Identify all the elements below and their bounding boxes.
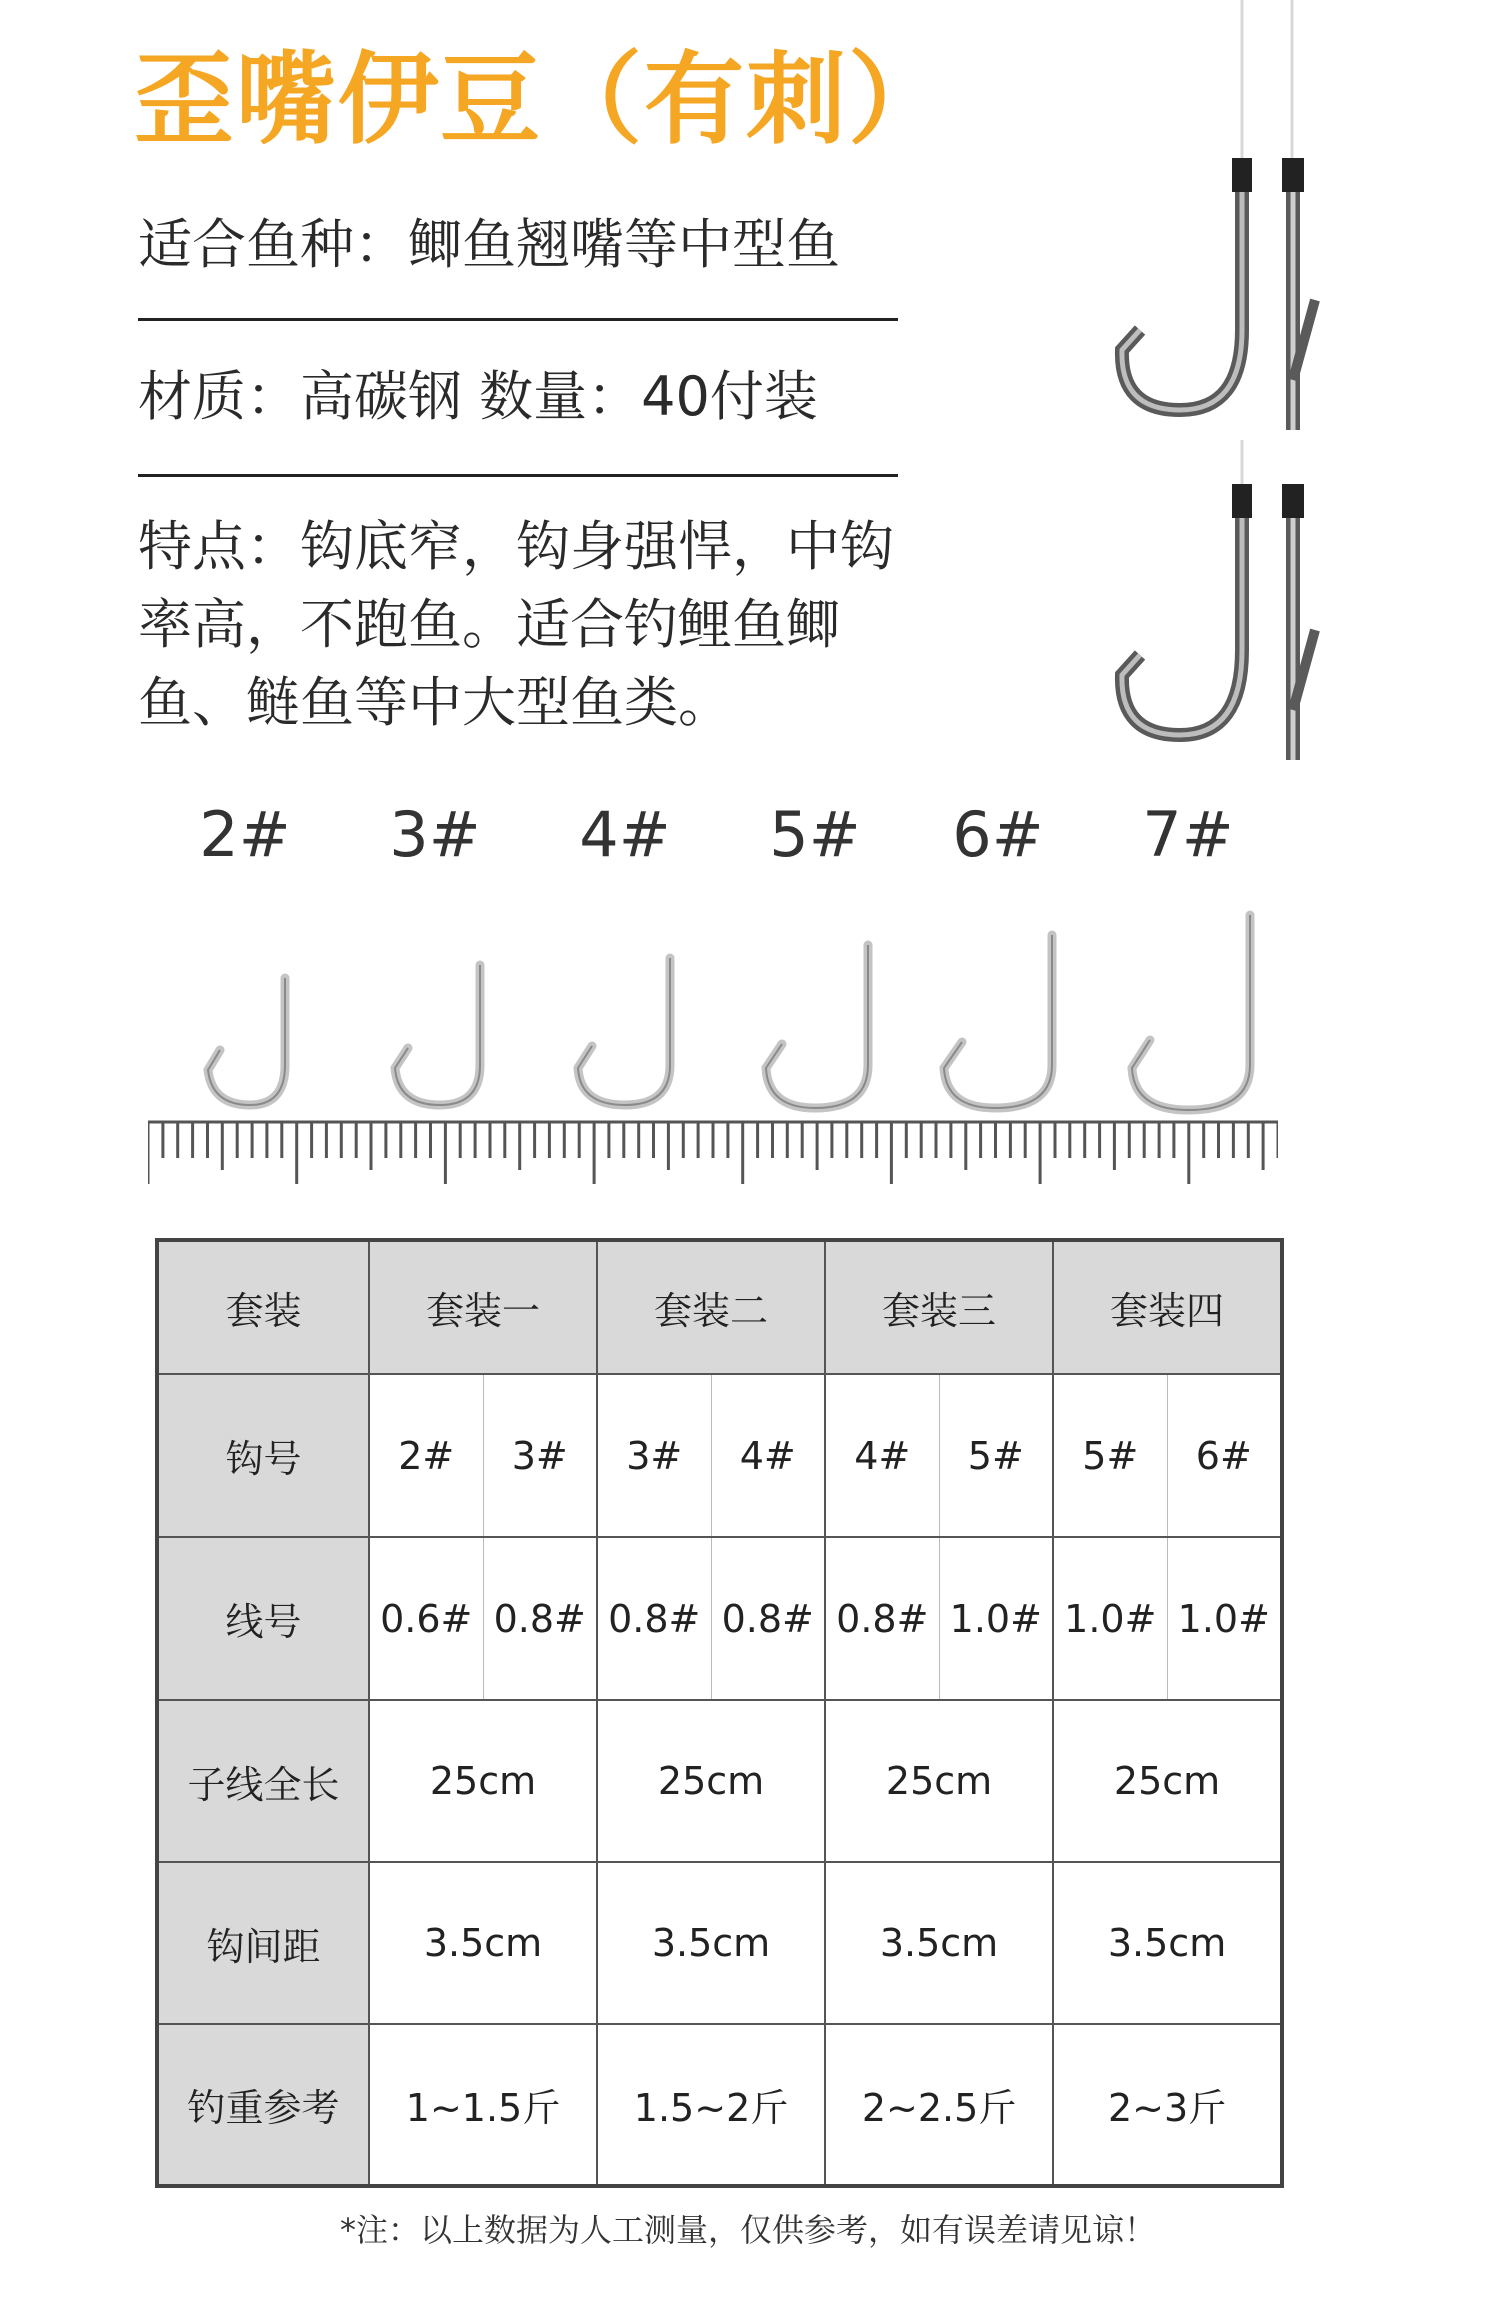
hook-cell: 5# xyxy=(1053,1374,1167,1537)
size-label-4: 4# xyxy=(579,798,671,871)
length-cell: 25cm xyxy=(369,1700,597,1862)
size-label-2: 2# xyxy=(199,798,291,871)
spec-table xyxy=(155,1238,1284,2188)
hook-cell: 3# xyxy=(483,1374,597,1537)
hook-7-shape xyxy=(1132,915,1250,1110)
weight-cell: 1.5~2斤 xyxy=(597,2024,825,2186)
hook-pair-lower xyxy=(1122,440,1315,760)
hook-cell: 3# xyxy=(597,1374,711,1537)
header-cell-set-3: 套装三 xyxy=(825,1240,1053,1374)
ruler xyxy=(148,1118,1278,1188)
row-label-weight: 钓重参考 xyxy=(157,2024,369,2186)
divider-2 xyxy=(138,474,898,477)
product-hooks-illustration xyxy=(1100,0,1340,770)
row-label-length: 子线全长 xyxy=(157,1700,369,1862)
weight-cell: 2~2.5斤 xyxy=(825,2024,1053,2186)
feature-text: 特点：钩底窄，钩身强悍，中钩率高，不跑鱼。适合钓鲤鱼鲫鱼、鲢鱼等中大型鱼类。 xyxy=(138,515,894,734)
line-cell: 0.8# xyxy=(825,1537,939,1700)
line-cell: 0.8# xyxy=(597,1537,711,1700)
size-label-3: 3# xyxy=(389,798,481,871)
row-label-spacing: 钩间距 xyxy=(157,1862,369,2024)
row-label-hook: 钩号 xyxy=(157,1374,369,1537)
table-row-line xyxy=(157,1537,1282,1700)
size-label-5: 5# xyxy=(769,798,861,871)
line-cell: 0.8# xyxy=(711,1537,825,1700)
hook-4-shape xyxy=(578,958,670,1105)
spacing-cell: 3.5cm xyxy=(825,1862,1053,2024)
hook-6-shape xyxy=(944,935,1052,1108)
table-row-weight xyxy=(157,2024,1282,2186)
header-cell-set-2: 套装二 xyxy=(597,1240,825,1374)
weight-cell: 2~3斤 xyxy=(1053,2024,1282,2186)
table-row-spacing xyxy=(157,1862,1282,2024)
header-cell-set-4: 套装四 xyxy=(1053,1240,1282,1374)
line-cell: 1.0# xyxy=(1053,1537,1167,1700)
spacing-cell: 3.5cm xyxy=(369,1862,597,2024)
material-quantity-text: 材质：高碳钢 数量：40付装 xyxy=(138,365,818,428)
hook-5-shape xyxy=(766,945,868,1108)
spacing-cell: 3.5cm xyxy=(1053,1862,1282,2024)
hook-size-illustration xyxy=(150,900,1290,1120)
line-cell: 1.0# xyxy=(939,1537,1053,1700)
length-cell: 25cm xyxy=(597,1700,825,1862)
hook-cell: 4# xyxy=(711,1374,825,1537)
hook-cell: 2# xyxy=(369,1374,483,1537)
divider-1 xyxy=(138,318,898,321)
line-cell: 0.6# xyxy=(369,1537,483,1700)
line-cell: 0.8# xyxy=(483,1537,597,1700)
suitable-fish-text: 适合鱼种：鲫鱼翘嘴等中型鱼 xyxy=(138,213,840,276)
size-label-7: 7# xyxy=(1142,798,1234,871)
table-row-length xyxy=(157,1700,1282,1862)
header-cell-set: 套装 xyxy=(157,1240,369,1374)
hook-3-shape xyxy=(395,965,480,1105)
row-label-line: 线号 xyxy=(157,1537,369,1700)
hook-2-shape xyxy=(208,978,285,1105)
hook-cell: 6# xyxy=(1167,1374,1282,1537)
table-row-header xyxy=(157,1240,1282,1374)
line-cell: 1.0# xyxy=(1167,1537,1282,1700)
weight-cell: 1~1.5斤 xyxy=(369,2024,597,2186)
size-label-6: 6# xyxy=(952,798,1044,871)
length-cell: 25cm xyxy=(825,1700,1053,1862)
hook-cell: 5# xyxy=(939,1374,1053,1537)
hook-cell: 4# xyxy=(825,1374,939,1537)
spacing-cell: 3.5cm xyxy=(597,1862,825,2024)
hook-pair-upper xyxy=(1122,0,1315,430)
length-cell: 25cm xyxy=(1053,1700,1282,1862)
header-cell-set-1: 套装一 xyxy=(369,1240,597,1374)
table-row-hook xyxy=(157,1374,1282,1537)
footnote: *注：以上数据为人工测量，仅供参考，如有误差请见谅！ xyxy=(340,2211,1157,2249)
page-title: 歪嘴伊豆（有刺） xyxy=(134,41,950,158)
